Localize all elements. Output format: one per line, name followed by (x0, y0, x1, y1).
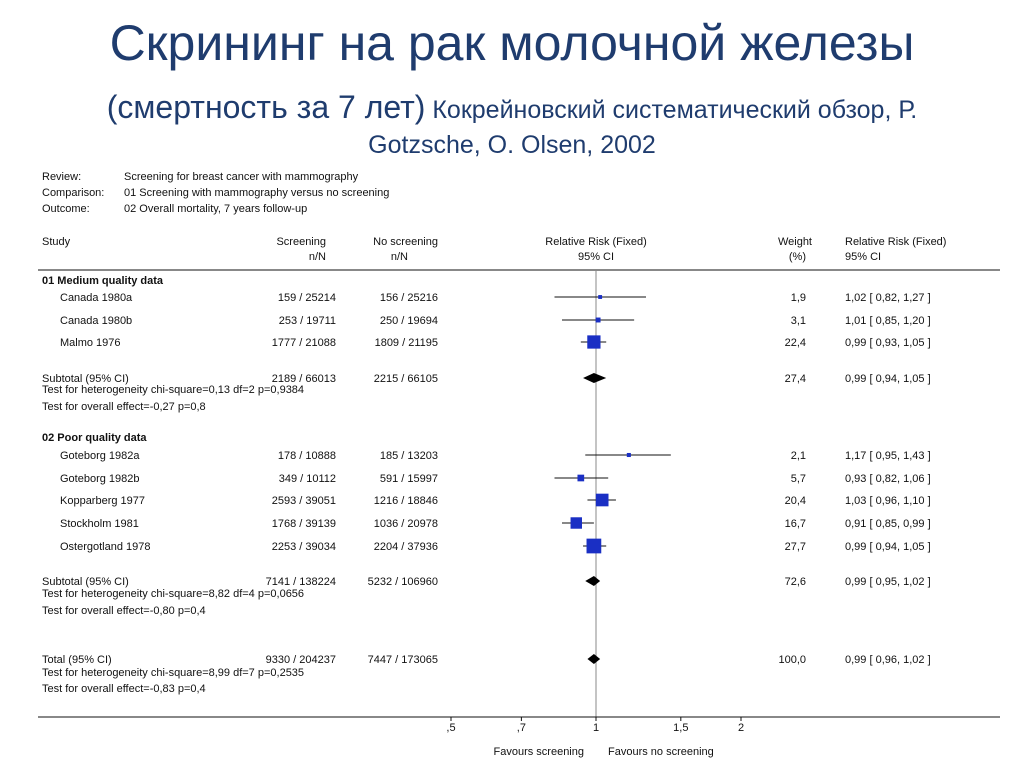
effect-box (627, 453, 631, 457)
x-tick-label: 2 (737, 722, 745, 734)
screening-count: 1777 / 21088 (271, 337, 336, 349)
no-screening-count: 591 / 15997 (379, 473, 438, 485)
screening-count: 253 / 19711 (278, 315, 336, 327)
column-screening-sub: n/N (308, 251, 326, 263)
study-ci-text: 0,99 [ 0,93, 1,05 ] (845, 337, 931, 349)
heterogeneity-test: Test for heterogeneity chi-square=8,99 df=7 p=0,2535 (42, 667, 305, 679)
screening-count: 2593 / 39051 (271, 495, 336, 507)
no-screening-count: 156 / 25216 (379, 292, 438, 304)
study-weight: 27,4 (784, 373, 806, 385)
study-ci-text: 0,99 [ 0,96, 1,02 ] (845, 654, 931, 666)
study-weight: 1,9 (790, 292, 806, 304)
group-label: 02 Poor quality data (42, 432, 147, 444)
subtitle-main: (смертность за 7 лет) (106, 89, 426, 125)
column-rr-graph-sub: 95% CI (577, 251, 615, 263)
subtotal-label: Subtotal (95% CI) (42, 576, 129, 588)
effect-box (571, 517, 582, 528)
review-label: Review: (42, 171, 82, 183)
pooled-diamond (587, 654, 600, 664)
study-weight: 100,0 (778, 654, 806, 666)
no-screening-count: 5232 / 106960 (367, 576, 438, 588)
no-screening-count: 2215 / 66105 (373, 373, 438, 385)
screening-count: 349 / 10112 (278, 473, 336, 485)
study-weight: 2,1 (790, 450, 806, 462)
favours-left-label: Favours screening (493, 746, 584, 758)
group-label: 01 Medium quality data (42, 275, 164, 287)
study-weight: 72,6 (784, 576, 806, 588)
column-screening: Screening (276, 236, 326, 248)
no-screening-count: 185 / 13203 (379, 450, 438, 462)
heterogeneity-test: Test for heterogeneity chi-square=0,13 df=2 p=0,9384 (42, 384, 305, 396)
no-screening-count: 250 / 19694 (379, 315, 438, 327)
pooled-diamond (583, 373, 606, 383)
study-weight: 16,7 (784, 518, 806, 530)
no-screening-count: 1036 / 20978 (373, 518, 438, 530)
screening-count: 9330 / 204237 (265, 654, 336, 666)
total-label: Total (95% CI) (42, 654, 112, 666)
heterogeneity-test: Test for heterogeneity chi-square=8,82 df=4 p=0,0656 (42, 588, 305, 600)
no-screening-count: 7447 / 173065 (367, 654, 438, 666)
study-name: Goteborg 1982a (60, 450, 140, 462)
x-tick-label: 1 (592, 722, 600, 734)
screening-count: 2189 / 66013 (271, 373, 336, 385)
study-weight: 20,4 (784, 495, 806, 507)
screening-count: 7141 / 138224 (265, 576, 336, 588)
screening-count: 2253 / 39034 (271, 541, 336, 553)
study-ci-text: 1,01 [ 0,85, 1,20 ] (845, 315, 931, 327)
column-weight: Weight (777, 236, 812, 248)
study-weight: 27,7 (784, 541, 806, 553)
subtotal-label: Subtotal (95% CI) (42, 373, 129, 385)
review-value: Screening for breast cancer with mammography (124, 171, 359, 183)
slide-authors: Gotzsche, O. Olsen, 2002 (368, 131, 656, 159)
study-weight: 22,4 (784, 337, 806, 349)
effect-box (587, 335, 600, 348)
study-ci-text: 0,99 [ 0,95, 1,02 ] (845, 576, 931, 588)
study-ci-text: 1,17 [ 0,95, 1,43 ] (845, 450, 931, 462)
overall-effect-test: Test for overall effect=-0,83 p=0,4 (42, 683, 206, 695)
screening-count: 178 / 10888 (277, 450, 336, 462)
study-ci-text: 0,99 [ 0,94, 1,05 ] (845, 541, 931, 553)
column-no-screening: No screening (373, 236, 438, 248)
column-rr-text-sub: 95% CI (845, 251, 882, 263)
pooled-diamond (585, 576, 600, 586)
effect-box (596, 318, 601, 323)
study-name: Canada 1980a (60, 292, 133, 304)
study-name: Canada 1980b (60, 315, 133, 327)
study-weight: 3,1 (790, 315, 806, 327)
x-tick-label: 1,5 (673, 722, 689, 734)
favours-right-label: Favours no screening (608, 746, 714, 758)
comparison-value: 01 Screening with mammography versus no screening (124, 187, 390, 199)
study-ci-text: 1,02 [ 0,82, 1,27 ] (845, 292, 931, 304)
overall-effect-test: Test for overall effect=-0,27 p=0,8 (42, 401, 206, 413)
study-name: Goteborg 1982b (60, 473, 140, 485)
study-name: Malmo 1976 (60, 337, 121, 349)
column-rr-graph: Relative Risk (Fixed) (545, 236, 647, 248)
study-ci-text: 0,91 [ 0,85, 0,99 ] (845, 518, 931, 530)
subtitle-source: Кокрейновский систематический обзор, Р. (425, 96, 918, 124)
study-name: Kopparberg 1977 (60, 495, 146, 507)
column-no-screening-sub: n/N (390, 251, 408, 263)
no-screening-count: 1216 / 18846 (373, 495, 438, 507)
no-screening-count: 1809 / 21195 (374, 337, 438, 349)
no-screening-count: 2204 / 37936 (373, 541, 438, 553)
screening-count: 1768 / 39139 (271, 518, 336, 530)
outcome-value: 02 Overall mortality, 7 years follow-up (124, 203, 308, 215)
column-weight-sub: (%) (788, 251, 806, 263)
screening-count: 159 / 25214 (277, 292, 336, 304)
study-weight: 5,7 (790, 473, 806, 485)
effect-box (587, 539, 602, 554)
study-name: Ostergotland 1978 (60, 541, 151, 553)
slide-title: Скрининг на рак молочной железы (109, 15, 915, 71)
effect-box (577, 475, 584, 482)
study-ci-text: 0,93 [ 0,82, 1,06 ] (845, 473, 931, 485)
x-tick-label: ,5 (446, 722, 456, 734)
study-name: Stockholm 1981 (60, 518, 139, 530)
column-study: Study (42, 236, 71, 248)
column-rr-text: Relative Risk (Fixed) (845, 236, 947, 248)
x-tick-label: ,7 (516, 722, 526, 734)
effect-box (596, 494, 609, 507)
overall-effect-test: Test for overall effect=-0,80 p=0,4 (42, 605, 206, 617)
effect-box (598, 295, 602, 299)
study-ci-text: 0,99 [ 0,94, 1,05 ] (845, 373, 931, 385)
comparison-label: Comparison: (42, 187, 105, 199)
study-ci-text: 1,03 [ 0,96, 1,10 ] (845, 495, 931, 507)
outcome-label: Outcome: (42, 203, 90, 215)
